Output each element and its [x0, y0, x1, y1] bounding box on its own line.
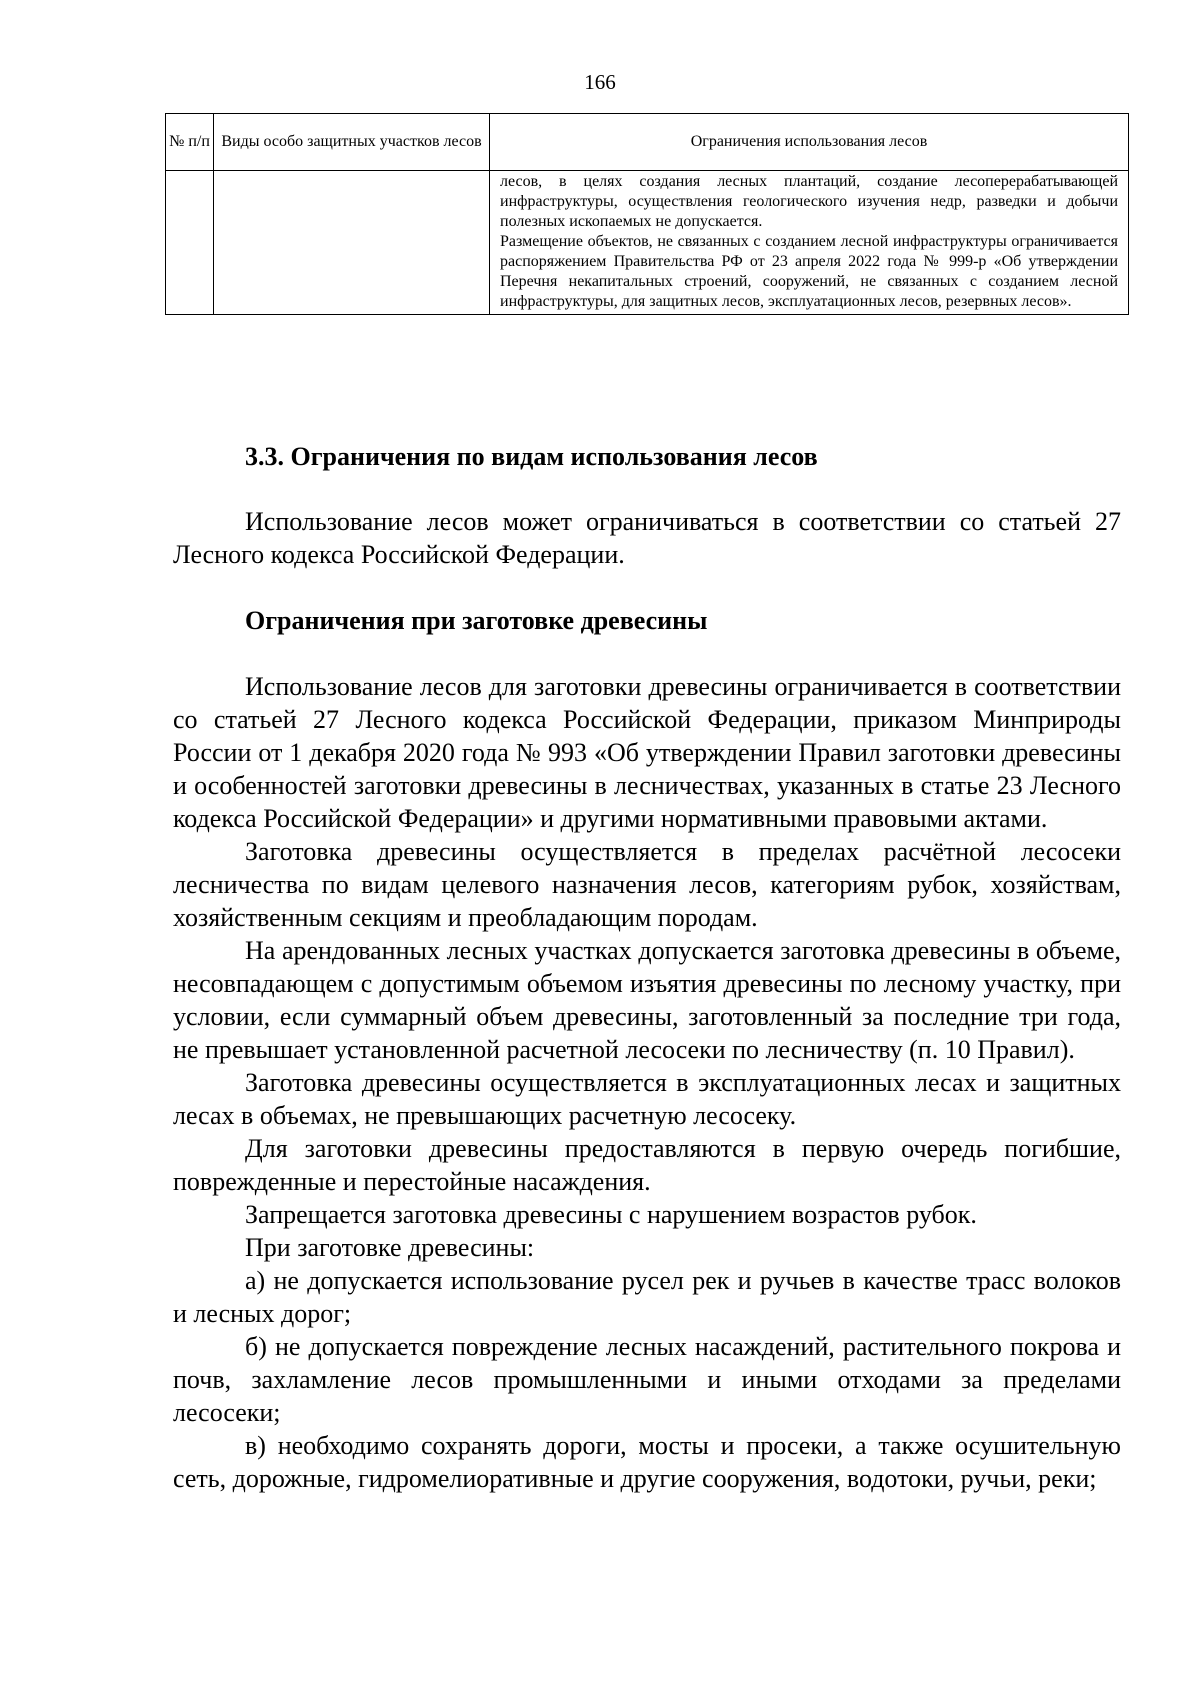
restriction-text-1: лесов, в целях создания лесных плантаций, создание лесоперерабатывающей инфраструктуры, осуществления геологического изучения недр, разведки и добычи полезных ископаемых не допускается.	[500, 173, 1118, 230]
paragraph: Для заготовки древесины предоставляются в первую очередь погибшие, поврежденные и перестойные насаждения.	[173, 1134, 1121, 1196]
paragraph: Запрещается заготовка древесины с нарушением возрастов рубок.	[245, 1200, 977, 1229]
header-area-type: Виды особо защитных участков лесов	[214, 114, 490, 171]
list-item: б) не допускается повреждение лесных насаждений, растительного покрова и почв, захламление лесов промышленными и иными отходами за пределами лесосеки;	[173, 1332, 1121, 1427]
cell-number	[166, 171, 214, 315]
paragraph: При заготовке древесины:	[245, 1233, 535, 1262]
header-number: № п/п	[166, 114, 214, 171]
restrictions-table	[165, 113, 1129, 315]
table-row	[166, 171, 1129, 315]
page-number: 166	[584, 70, 616, 94]
cell-area-type	[214, 171, 490, 315]
table-header-row	[166, 114, 1129, 171]
list-item: в) необходимо сохранять дороги, мосты и просеки, а также осушительную сеть, дорожные, гидромелиоративные и другие сооружения, водотоки, ручьи, реки;	[173, 1431, 1121, 1493]
paragraph: Использование лесов для заготовки древесины ограничивается в соответствии со статьей 27 Лесного кодекса Российской Федерации, приказом Минприроды России от 1 декабря 2020 года № 993 «Об утверждении Правил заготовки древесины и особенностей заготовки древесины в лесничествах, указанных в статье 23 Лесного кодекса Российской Федерации» и другими нормативными правовыми актами.	[173, 672, 1121, 833]
restriction-text-2: Размещение объектов, не связанных с созданием лесной инфраструктуры ограничивается распоряжением Правительства РФ от 23 апреля 2022 года № 999-р «Об утверждении Перечня некапитальных строений, сооружений, не связанных с созданием лесной инфраструктуры, для защитных лесов, эксплуатационных лесов, резервных лесов».	[500, 233, 1118, 310]
section-heading: 3.3. Ограничения по видам использования лесов	[245, 442, 818, 471]
paragraph: На арендованных лесных участках допускается заготовка древесины в объеме, несовпадающем с допустимым объемом изъятия древесины по лесному участку, при условии, если суммарный объем древесины, заготовленный за последние три года, не превышает установленной расчетной лесосеки по лесничеству (п. 10 Правил).	[173, 936, 1121, 1064]
list-item: а) не допускается использование русел рек и ручьев в качестве трасс волоков и лесных дорог;	[173, 1266, 1121, 1328]
subsection-heading: Ограничения при заготовке древесины	[245, 606, 708, 635]
header-restrictions: Ограничения использования лесов	[490, 114, 1129, 171]
paragraph: Заготовка древесины осуществляется в пределах расчётной лесосеки лесничества по видам целевого назначения лесов, категориям рубок, хозяйствам, хозяйственным секциям и преобладающим породам.	[173, 837, 1121, 932]
cell-restrictions	[490, 171, 1129, 315]
paragraph: Заготовка древесины осуществляется в эксплуатационных лесах и защитных лесах в объемах, не превышающих расчетную лесосеку.	[173, 1068, 1121, 1130]
document-body	[173, 440, 1121, 1495]
section-intro: Использование лесов может ограничиваться в соответствии со статьей 27 Лесного кодекса Российской Федерации.	[173, 507, 1121, 569]
